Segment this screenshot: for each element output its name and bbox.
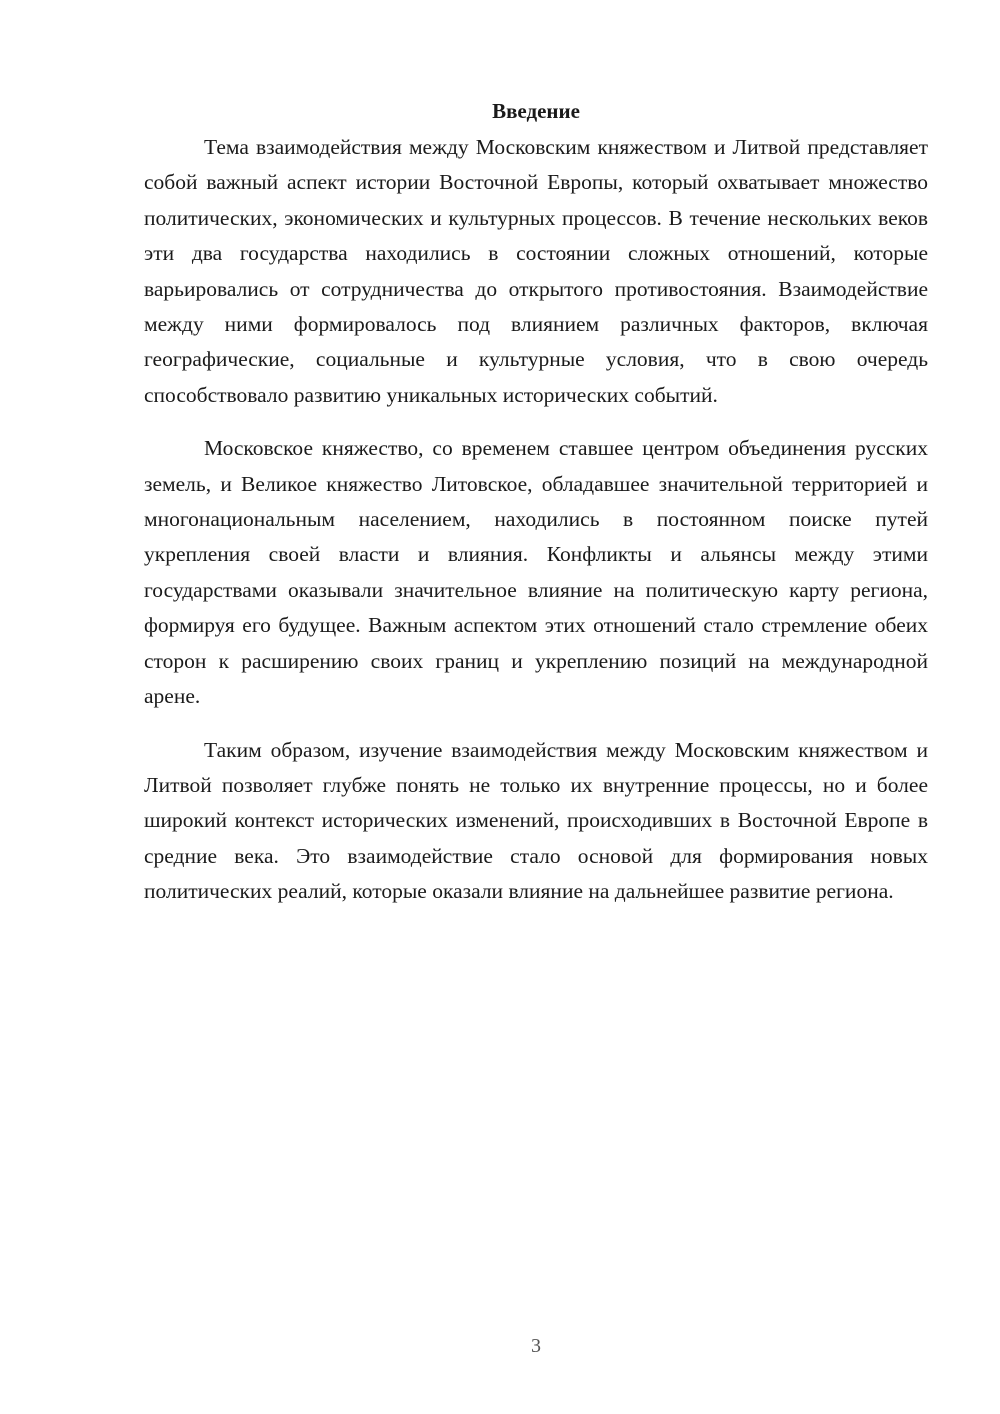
page-number: 3: [531, 1335, 541, 1357]
paragraph-3: Таким образом, изучение взаимодействия между Московским княжеством и Литвой позволяет глубже понять не только их внутренние процессы, но и более широкий контекст исторических изменений, происходивших в Восточной Европе в средние века. Это взаимодействие стало основой для формирования новых политических реалий, которые оказали влияние на дальнейшее развитие региона.: [144, 737, 928, 904]
section-heading: Введение: [492, 99, 580, 123]
paragraph-1: Тема взаимодействия между Московским княжеством и Литвой представляет собой важный аспект истории Восточной Европы, который охватывает множество политических, экономических и культурных процессов. В течение нескольких веков эти два государства находились в состоянии сложных отношений, которые варьировались от сотрудничества до открытого противостояния. Взаимодействие между ними формировалось под влиянием различных факторов, включая географические, социальные и культурные условия, что в свою очередь способствовало развитию уникальных исторических событий.: [144, 135, 928, 407]
paragraph-2: Московское княжество, со временем ставшее центром объединения русских земель, и Великое княжество Литовское, обладавшее значительной территорией и многонациональным населением, находились в постоянном поиске путей укрепления своей власти и влияния. Конфликты и альянсы между этими государствами оказывали значительное влияние на политическую карту региона, формируя его будущее. Важным аспектом этих отношений стало стремление обеих сторон к расширению своих границ и укреплению позиций на международной арене.: [144, 436, 928, 709]
page-content: [144, 96, 928, 928]
